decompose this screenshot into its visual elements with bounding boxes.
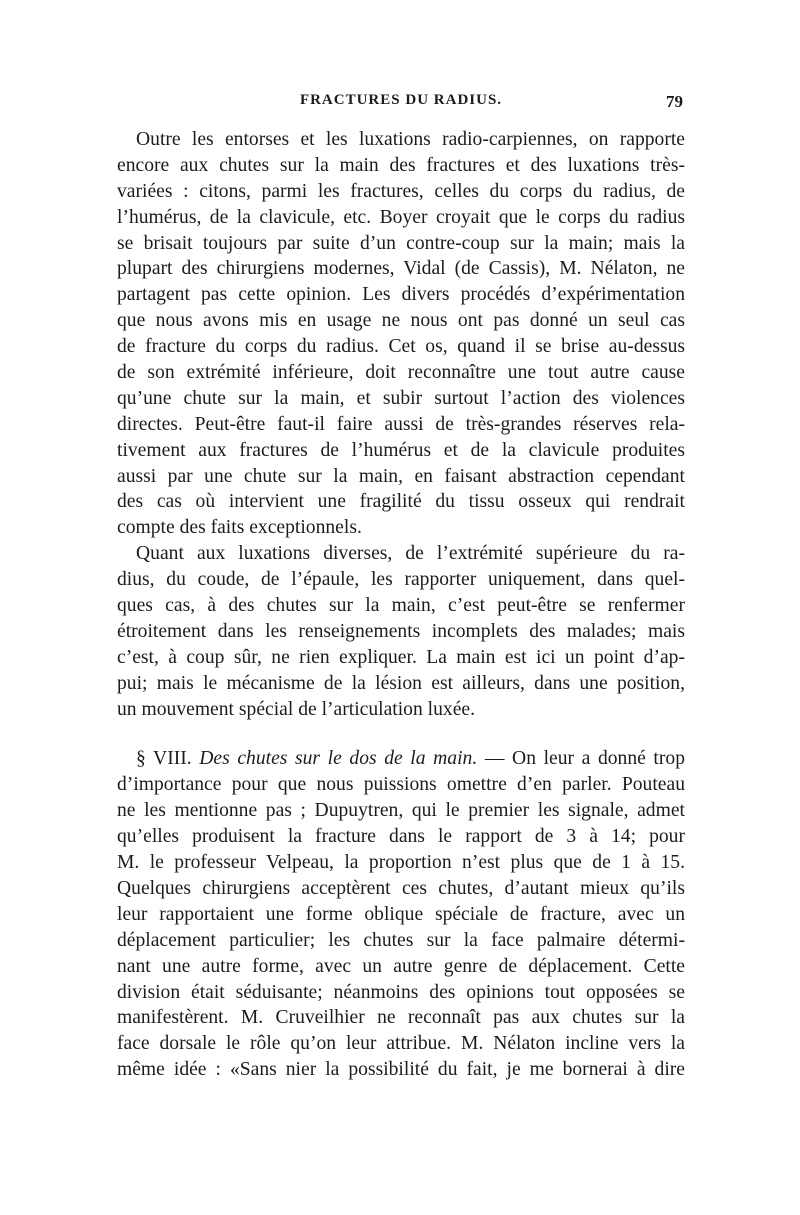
text-line: d’importance pour que nous puissions omettre d’en parler. Pouteau [117, 774, 685, 796]
text-line: de fracture du corps du radius. Cet os, quand il se brise au-dessus [117, 336, 685, 358]
text-line: aussi par une chute sur la main, en faisant abstraction cependant [117, 465, 685, 487]
paragraph-1 [117, 127, 685, 541]
text-line: Quant aux luxations diverses, de l’extrémité supérieure du ra- [136, 543, 685, 565]
body-text [117, 127, 685, 1083]
text-line: compte des faits exceptionnels. [117, 517, 362, 539]
text-line: nant une autre forme, avec un autre genre de déplacement. Cette [117, 955, 685, 977]
paragraph-2 [117, 541, 685, 722]
section-title: Des chutes sur le dos de la main. [199, 748, 478, 770]
text-line: Outre les entorses et les luxations radio-carpiennes, on rapporte [136, 129, 685, 150]
text-line: c’est, à coup sûr, ne rien expliquer. La main est ici un point d’ap- [117, 646, 685, 668]
text-line: étroitement dans les renseignements incomplets des malades; mais [117, 620, 685, 642]
text-line: variées : citons, parmi les fractures, celles du corps du radius, de [117, 180, 685, 202]
text-line: plupart des chirurgiens modernes, Vidal (de Cassis), M. Nélaton, ne [117, 258, 685, 280]
text-line: M. le professeur Velpeau, la proportion n’est plus que de 1 à 15. [117, 852, 685, 874]
text-line: Quelques chirurgiens acceptèrent ces chutes, d’autant mieux qu’ils [117, 877, 685, 899]
text-line: qu’elles produisent la fracture dans le rapport de 3 à 14; pour [117, 826, 685, 848]
page-number: 79 [666, 92, 683, 111]
paragraph-3 [117, 746, 685, 1083]
text-line: division était séduisante; néanmoins des opinions tout opposées se [117, 981, 685, 1003]
text-line: tivement aux fractures de l’humérus et de la clavicule produites [117, 439, 685, 461]
text-line: pui; mais le mécanisme de la lésion est ailleurs, dans une position, [117, 672, 685, 694]
text-line: partagent pas cette opinion. Les divers procédés d’expérimentation [117, 284, 685, 306]
text-line: ques cas, à des chutes sur la main, c’est peut-être se renfermer [117, 595, 685, 617]
text-line: manifestèrent. M. Cruveilhier ne reconnaît pas aux chutes sur la [117, 1007, 685, 1029]
text-line: des cas où intervient une fragilité du tissu osseux qui rendrait [117, 491, 685, 513]
text-line: ne les mentionne pas ; Dupuytren, qui le premier les signale, admet [117, 800, 685, 822]
text-line: encore aux chutes sur la main des fractures et des luxations très- [117, 154, 685, 176]
text-line: déplacement particulier; les chutes sur la face palmaire détermi- [117, 929, 685, 951]
running-title: FRACTURES DU RADIUS. [299, 92, 503, 108]
text-line: qu’une chute sur la main, et subir surtout l’action des violences [117, 387, 685, 409]
text-line: directes. Peut-être faut-il faire aussi de très-grandes réserves rela- [117, 413, 685, 435]
text-line: face dorsale le rôle qu’on leur attribue. M. Nélaton incline vers la [117, 1033, 685, 1055]
text-line: se brisait toujours par suite d’un contre-coup sur la main; mais la [117, 232, 685, 254]
section-mark: § VIII. [136, 748, 192, 770]
text-line: de son extrémité inférieure, doit reconnaître une tout autre cause [117, 362, 685, 384]
text-line: l’humérus, de la clavicule, etc. Boyer croyait que le corps du radius [117, 206, 685, 228]
section-lead-text: — On leur a donné trop [477, 748, 685, 770]
section-heading-line [117, 746, 685, 772]
text-line: leur rapportaient une forme oblique spéciale de fracture, avec un [117, 903, 685, 925]
text-line: un mouvement spécial de l’articulation luxée. [117, 698, 476, 720]
text-line: même idée : «Sans nier la possibilité du fait, je me bornerai à dire [117, 1059, 685, 1081]
text-line: dius, du coude, de l’épaule, les rapporter uniquement, dans quel- [117, 569, 685, 591]
page-header [117, 92, 685, 116]
text-line: que nous avons mis en usage ne nous ont pas donné un seul cas [117, 310, 685, 332]
